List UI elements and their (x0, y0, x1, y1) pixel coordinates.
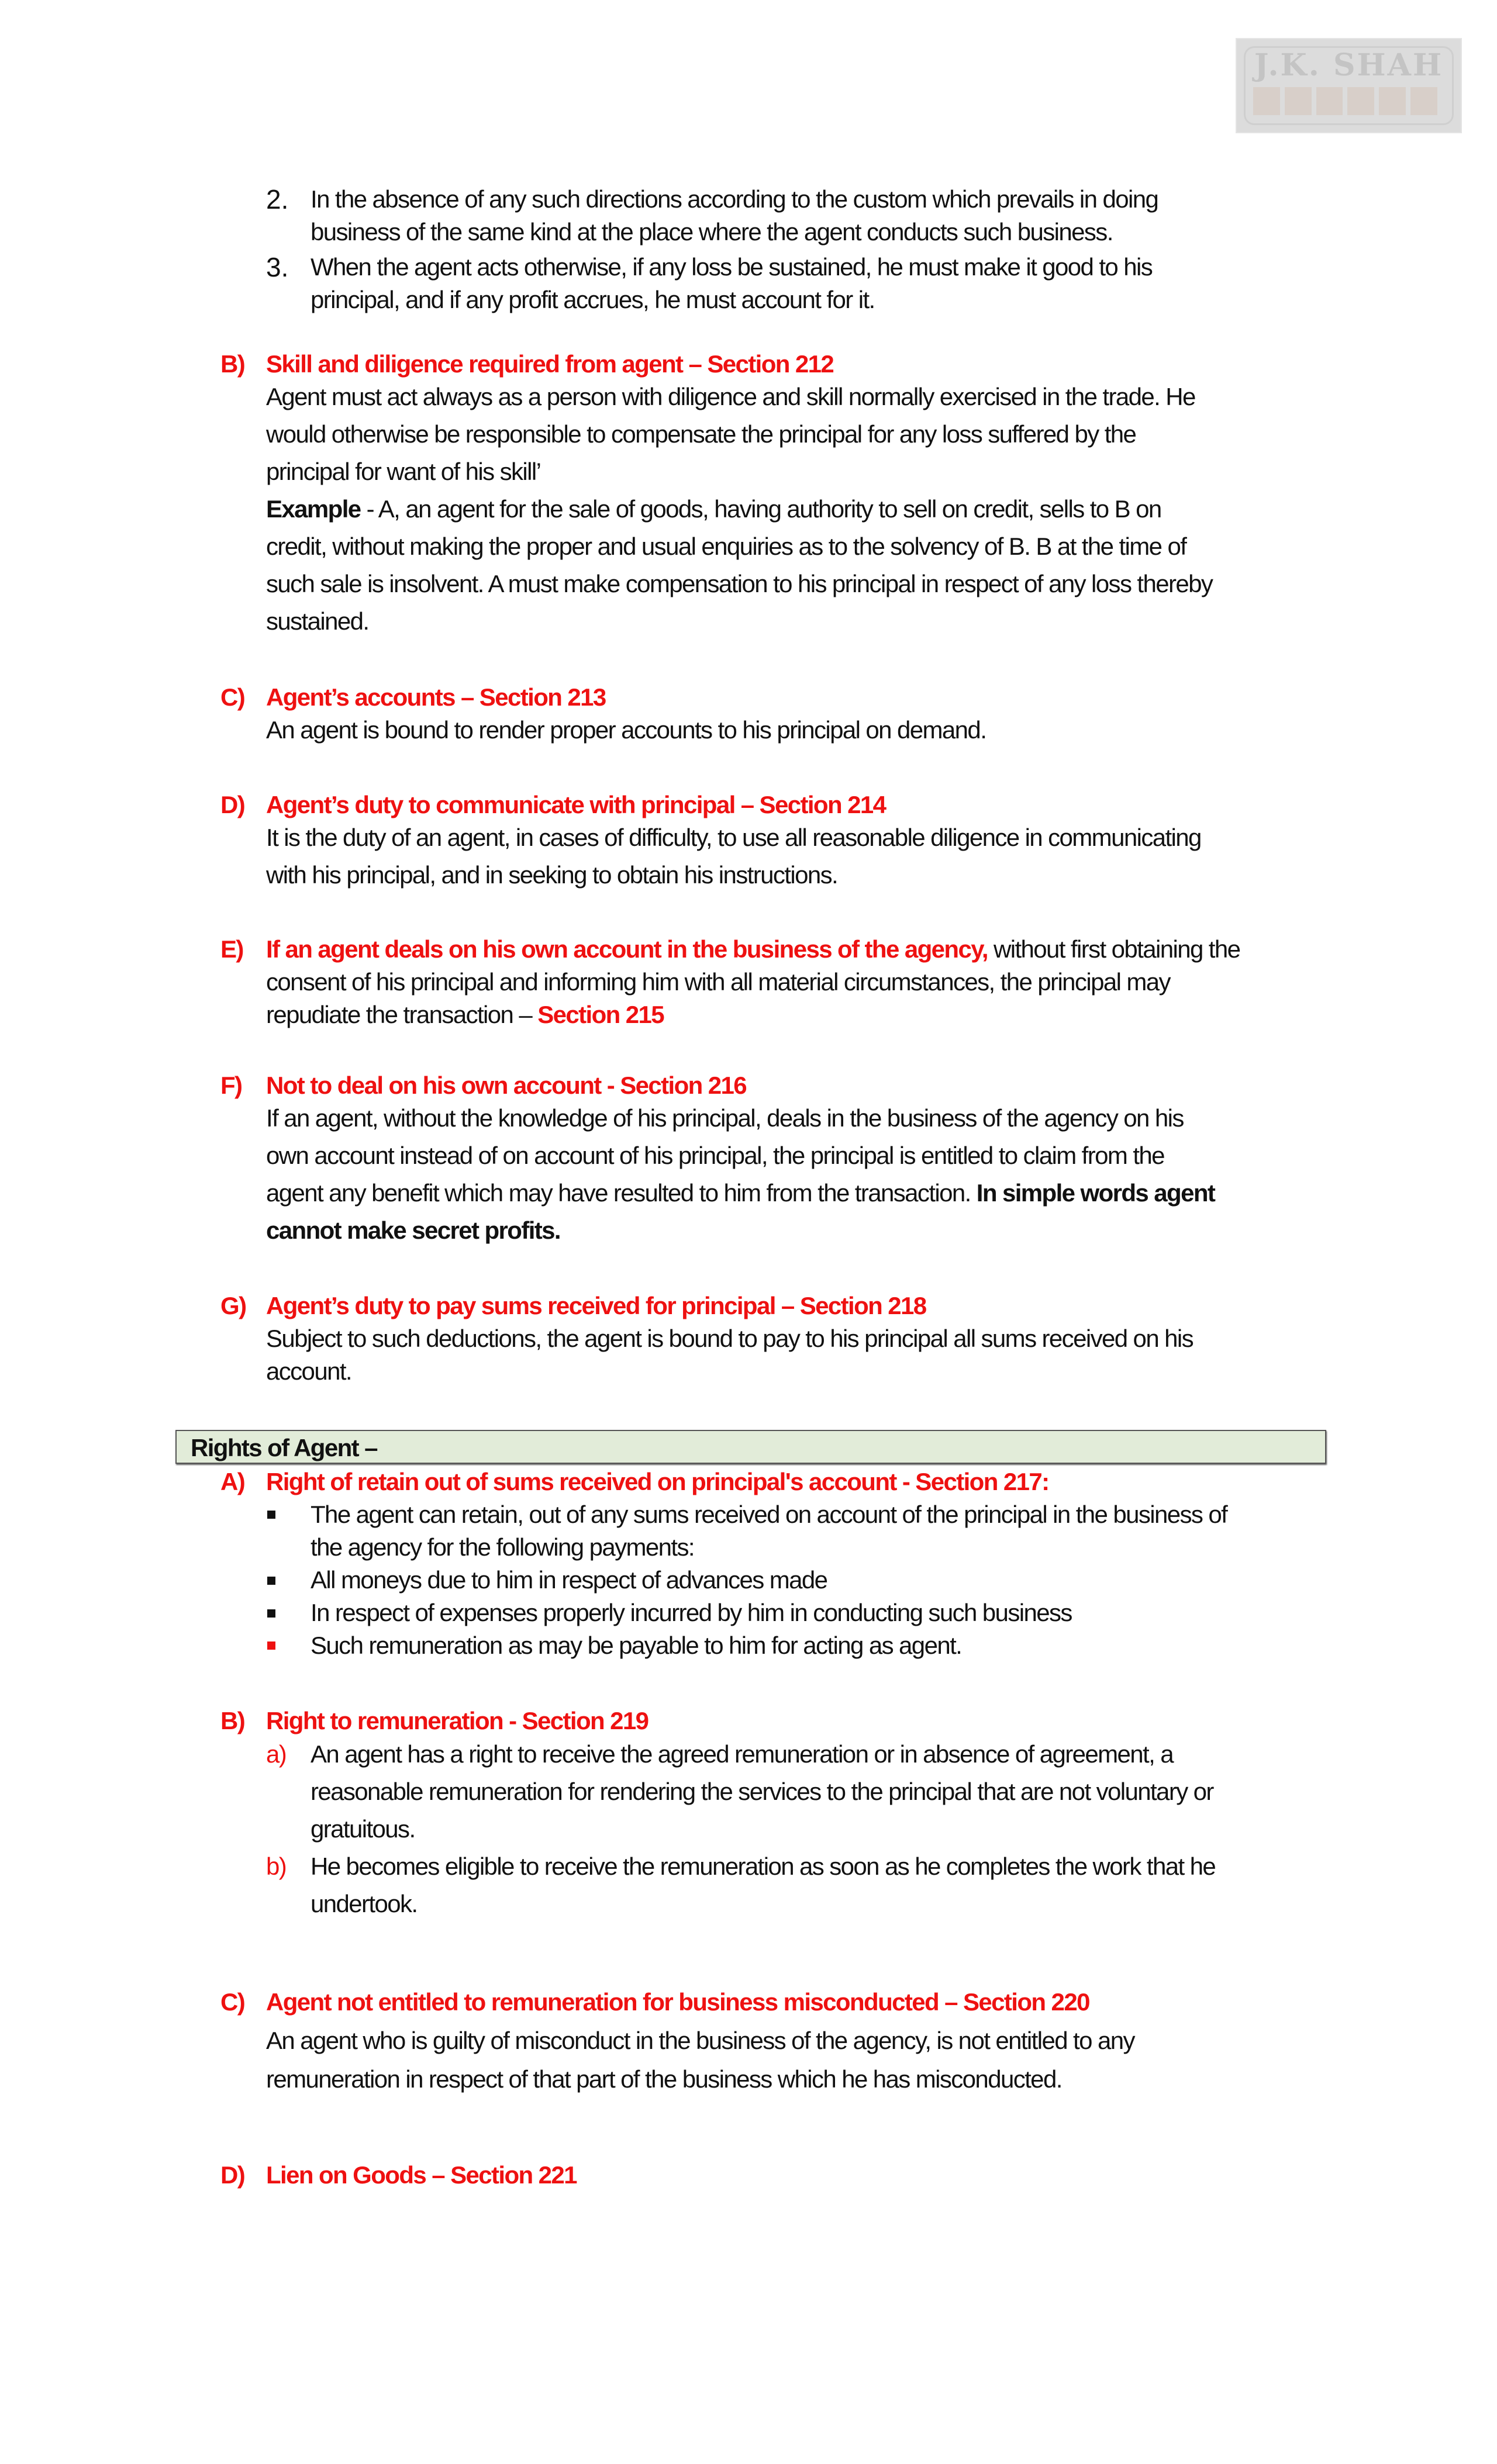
body-line: An agent is bound to render proper accounts to his principal on demand. (266, 716, 986, 744)
body-line: own account instead of on account of his principal, the principal is entitled to claim from the (266, 1142, 1164, 1169)
body-line: would otherwise be responsible to compensate the principal for any loss suffered by the (266, 420, 1136, 448)
section-letter: F) (220, 1072, 242, 1099)
section-letter: D) (220, 791, 245, 818)
body-line: Subject to such deductions, the agent is bound to pay to his principal all sums received on his (266, 1325, 1194, 1352)
body-line: account. (266, 1357, 351, 1385)
body-line: remuneration in respect of that part of the business which he has misconducted. (266, 2065, 1062, 2093)
square-bullet-icon (267, 1577, 275, 1585)
jk-shah-logo (1236, 38, 1462, 133)
square-bullet-icon (267, 1511, 275, 1519)
sub-item-line: An agent has a right to receive the agreed remuneration or in absence of agreement, a (311, 1740, 1174, 1768)
body-line: such sale is insolvent. A must make compensation to his principal in respect of any loss thereby (266, 570, 1213, 597)
list-number: 3. (266, 252, 289, 282)
section-letter: C) (220, 1988, 245, 2016)
body-line: credit, without making the proper and usual enquiries as to the solvency of B. B at the time of (266, 533, 1186, 560)
section-heading: If an agent deals on his own account in the business of the agency, (266, 935, 988, 963)
bullet-line: the agency for the following payments: (311, 1533, 694, 1561)
section-letter: E) (220, 935, 243, 963)
bullet-line: In respect of expenses properly incurred by him in conducting such business (311, 1599, 1072, 1626)
example-line: Example - A, an agent for the sale of goods, having authority to sell on credit, sells to B on (266, 495, 1161, 523)
list-item-line: business of the same kind at the place where the agent conducts such business. (311, 218, 1113, 246)
logo-title: J.K. SHAH (1254, 47, 1444, 83)
section-heading: Right of retain out of sums received on principal's account - Section 217: (266, 1468, 1049, 1495)
section-heading: Skill and diligence required from agent – Section 212 (266, 350, 834, 378)
emphasis-line: cannot make secret profits. (266, 1217, 560, 1244)
bullet-line: Such remuneration as may be payable to him for acting as agent. (311, 1632, 962, 1659)
section-heading: Agent not entitled to remuneration for business misconducted – Section 220 (266, 1988, 1089, 2016)
sub-item-line: He becomes eligible to receive the remuneration as soon as he completes the work that he (311, 1853, 1216, 1880)
square-bullet-icon (267, 1609, 275, 1618)
example-label: Example (266, 495, 361, 523)
bullet-line: All moneys due to him in respect of advances made (311, 1566, 827, 1594)
section-heading: Agent’s duty to pay sums received for principal – Section 218 (266, 1292, 926, 1319)
section-letter: D) (220, 2161, 245, 2189)
section-ref: Section 215 (537, 1001, 664, 1028)
list-number: 2. (266, 184, 289, 215)
logo-subtitle-blocks (1253, 87, 1437, 115)
sub-item-label: b) (266, 1853, 287, 1880)
square-bullet-icon (267, 1641, 275, 1650)
sub-item-line: reasonable remuneration for rendering the services to the principal that are not voluntary or (311, 1778, 1213, 1805)
section-letter: G) (220, 1292, 246, 1319)
list-item-line: In the absence of any such directions according to the custom which prevails in doing (311, 185, 1158, 213)
section-letter: A) (220, 1468, 245, 1495)
section-letter: C) (220, 683, 245, 711)
section-letter: B) (220, 350, 245, 378)
section-heading: Not to deal on his own account - Section 216 (266, 1072, 747, 1099)
body-line: agent any benefit which may have resulted to him from the transaction. In simple words agent (266, 1179, 1215, 1207)
sub-item-line: undertook. (311, 1890, 418, 1917)
body-line: It is the duty of an agent, in cases of difficulty, to use all reasonable diligence in communicating (266, 824, 1201, 851)
rights-title: Rights of Agent – (191, 1434, 377, 1461)
section-heading-line: If an agent deals on his own account in the business of the agency, without first obtaining the (266, 935, 1240, 963)
body-line: If an agent, without the knowledge of his principal, deals in the business of the agency on his (266, 1104, 1184, 1132)
bullet-line: The agent can retain, out of any sums received on account of the principal in the business of (311, 1501, 1227, 1528)
section-heading: Right to remuneration - Section 219 (266, 1707, 649, 1734)
body-line: An agent who is guilty of misconduct in the business of the agency, is not entitled to any (266, 2027, 1134, 2054)
section-heading: Agent’s duty to communicate with principal – Section 214 (266, 791, 886, 818)
sub-item-line: gratuitous. (311, 1815, 415, 1843)
list-item-line: principal, and if any profit accrues, he must account for it. (311, 286, 875, 313)
section-heading: Lien on Goods – Section 221 (266, 2161, 577, 2189)
section-heading: Agent’s accounts – Section 213 (266, 683, 606, 711)
body-line: with his principal, and in seeking to obtain his instructions. (266, 861, 838, 889)
sub-item-label: a) (266, 1740, 287, 1768)
body-line: repudiate the transaction – Section 215 (266, 1001, 664, 1028)
emphasis: In simple words agent (976, 1179, 1215, 1207)
body-line: sustained. (266, 607, 369, 635)
body-line: principal for want of his skill’ (266, 458, 541, 485)
section-letter: B) (220, 1707, 245, 1734)
list-item-line: When the agent acts otherwise, if any loss be sustained, he must make it good to his (311, 253, 1153, 281)
body-line: Agent must act always as a person with diligence and skill normally exercised in the trade. He (266, 383, 1195, 410)
body-line: consent of his principal and informing him with all material circumstances, the principal may (266, 968, 1170, 996)
